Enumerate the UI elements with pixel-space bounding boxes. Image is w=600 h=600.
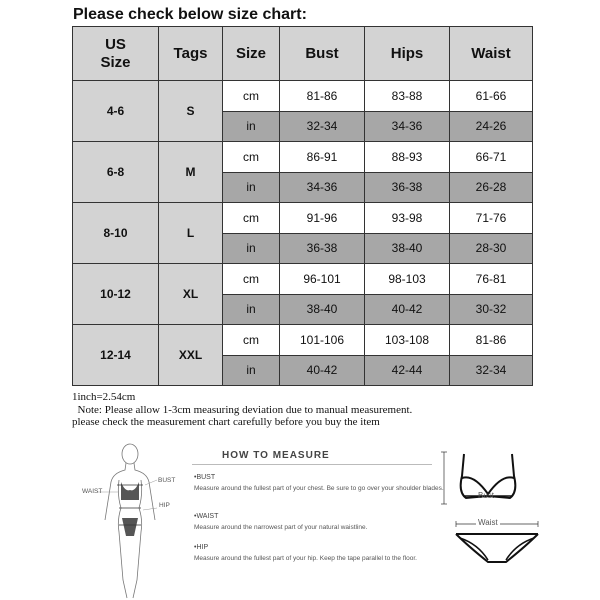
table-row bbox=[73, 264, 533, 295]
figure-hip-label: HIP bbox=[159, 502, 170, 509]
hips-cell: 42-44 bbox=[365, 355, 450, 386]
deviation-note: Note: Please allow 1-3cm measuring deviation due to manual measurement. bbox=[72, 403, 413, 416]
bust-cell: 81-86 bbox=[280, 81, 365, 112]
hips-cell: 93-98 bbox=[365, 203, 450, 234]
how-to-measure-title: HOW TO MEASURE bbox=[222, 450, 330, 461]
unit-cell: cm bbox=[223, 264, 280, 295]
header-bust: Bust bbox=[280, 27, 365, 81]
bust-cell: 38-40 bbox=[280, 294, 365, 325]
waist-instruction-title: •WAIST bbox=[194, 513, 219, 520]
header-size: Size bbox=[223, 27, 280, 81]
page-title: Please check below size chart: bbox=[73, 6, 307, 23]
waist-cell: 76-81 bbox=[450, 264, 533, 295]
bust-cell: 96-101 bbox=[280, 264, 365, 295]
us-size-cell: 4-6 bbox=[73, 81, 159, 142]
waist-cell: 32-34 bbox=[450, 355, 533, 386]
bust-cell: 40-42 bbox=[280, 355, 365, 386]
waist-cell: 26-28 bbox=[450, 172, 533, 203]
body-figure-illustration bbox=[95, 440, 165, 600]
hips-cell: 98-103 bbox=[365, 264, 450, 295]
hips-cell: 83-88 bbox=[365, 81, 450, 112]
table-row bbox=[73, 203, 533, 234]
waist-cell: 24-26 bbox=[450, 111, 533, 142]
us-size-cell: 12-14 bbox=[73, 325, 159, 386]
hips-cell: 103-108 bbox=[365, 325, 450, 356]
divider bbox=[192, 464, 432, 465]
waist-cell: 61-66 bbox=[450, 81, 533, 112]
header-us-size: US Size bbox=[73, 27, 159, 81]
waist-cell: 28-30 bbox=[450, 233, 533, 264]
bust-cell: 32-34 bbox=[280, 111, 365, 142]
product-waist-label: Waist bbox=[478, 518, 498, 527]
unit-cell: in bbox=[223, 233, 280, 264]
us-size-cell: 6-8 bbox=[73, 142, 159, 203]
us-size-cell: 10-12 bbox=[73, 264, 159, 325]
unit-cell: cm bbox=[223, 81, 280, 112]
unit-cell: in bbox=[223, 111, 280, 142]
product-bust-label: Bust bbox=[478, 491, 495, 500]
waist-cell: 81-86 bbox=[450, 325, 533, 356]
tag-cell: XL bbox=[159, 264, 223, 325]
header-hips: Hips bbox=[365, 27, 450, 81]
tag-cell: XXL bbox=[159, 325, 223, 386]
bust-instruction-text: Measure around the fullest part of your chest. Be sure to go over your shoulder blades. bbox=[194, 485, 444, 492]
tag-cell: S bbox=[159, 81, 223, 142]
unit-cell: in bbox=[223, 172, 280, 203]
bust-cell: 34-36 bbox=[280, 172, 365, 203]
unit-cell: in bbox=[223, 294, 280, 325]
tag-cell: M bbox=[159, 142, 223, 203]
bust-cell: 101-106 bbox=[280, 325, 365, 356]
bust-cell: 91-96 bbox=[280, 203, 365, 234]
bust-cell: 36-38 bbox=[280, 233, 365, 264]
hips-cell: 36-38 bbox=[365, 172, 450, 203]
bust-instruction-title: •BUST bbox=[194, 474, 216, 481]
table-row bbox=[73, 142, 533, 173]
header-row bbox=[73, 27, 533, 81]
inch-conversion-note: 1inch=2.54cm bbox=[72, 391, 136, 403]
unit-cell: cm bbox=[223, 325, 280, 356]
figure-waist-label: WAIST bbox=[82, 488, 103, 495]
bust-cell: 86-91 bbox=[280, 142, 365, 173]
hips-cell: 38-40 bbox=[365, 233, 450, 264]
hips-cell: 88-93 bbox=[365, 142, 450, 173]
waist-cell: 66-71 bbox=[450, 142, 533, 173]
check-chart-note: please check the measurement chart carefully before you buy the item bbox=[72, 416, 380, 428]
how-to-measure-section bbox=[0, 440, 600, 600]
waist-instruction-text: Measure around the narrowest part of your natural waistline. bbox=[194, 524, 368, 531]
unit-cell: cm bbox=[223, 203, 280, 234]
hip-instruction-title: •HIP bbox=[194, 544, 209, 551]
figure-bust-label: BUST bbox=[158, 477, 176, 484]
waist-cell: 30-32 bbox=[450, 294, 533, 325]
hips-cell: 40-42 bbox=[365, 294, 450, 325]
waist-cell: 71-76 bbox=[450, 203, 533, 234]
unit-cell: cm bbox=[223, 142, 280, 173]
unit-cell: in bbox=[223, 355, 280, 386]
table-row bbox=[73, 81, 533, 112]
hips-cell: 34-36 bbox=[365, 111, 450, 142]
us-size-cell: 8-10 bbox=[73, 203, 159, 264]
hip-instruction-text: Measure around the fullest part of your hip. Keep the tape parallel to the floor. bbox=[194, 555, 417, 562]
header-waist: Waist bbox=[450, 27, 533, 81]
size-chart-table bbox=[72, 26, 533, 386]
table-row bbox=[73, 325, 533, 356]
measurement-notes bbox=[72, 391, 412, 429]
header-tags: Tags bbox=[159, 27, 223, 81]
tag-cell: L bbox=[159, 203, 223, 264]
